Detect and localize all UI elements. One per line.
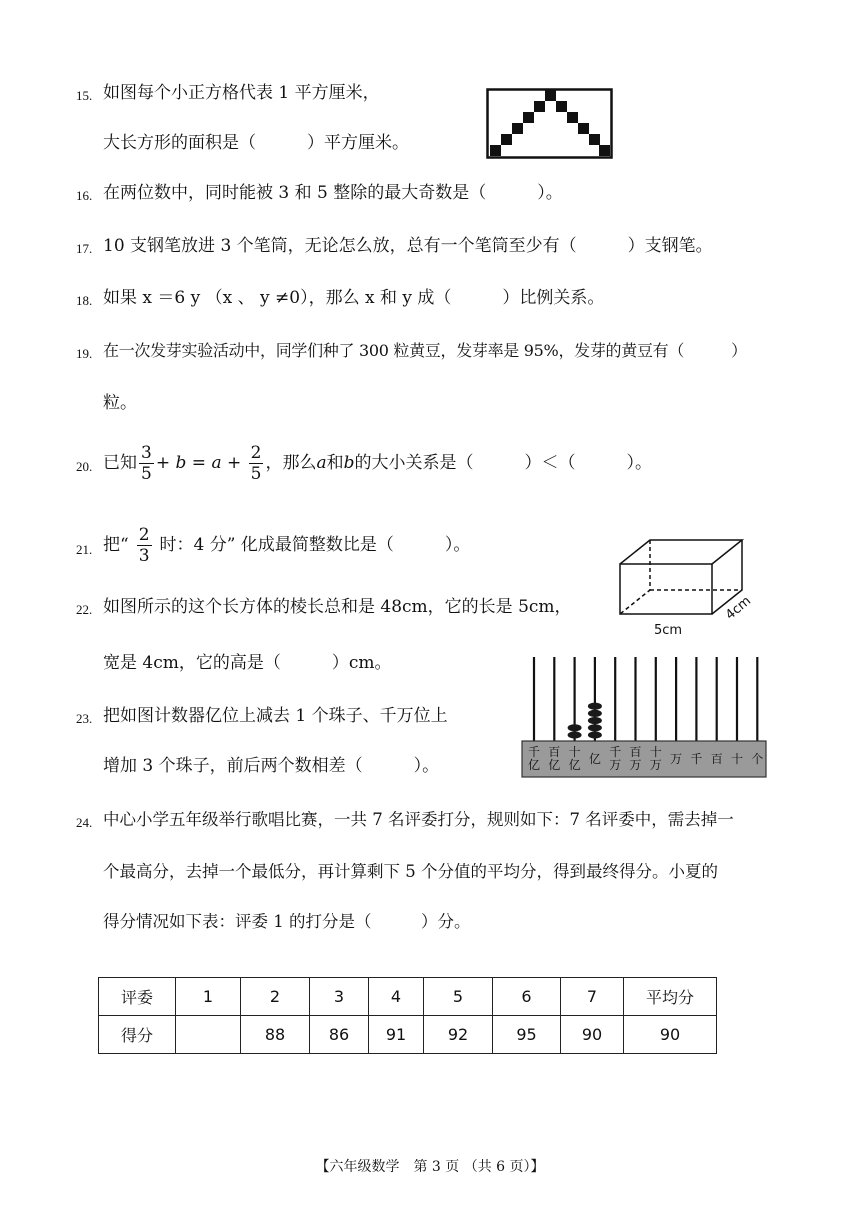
q18-text: 如果 x ＝6 y （x 、 y ≠0），那么 x 和 y 成（ ）比例关系。: [103, 288, 605, 308]
q24-line3: 得分情况如下表：评委 1 的打分是（ ）分。: [103, 912, 471, 931]
q20-text: 已知 $\frac{3}{5}$ + b = a + $\frac{2}{5}$ ，那么a和b的大小关系是（ ）＜（ ）。: [103, 443, 652, 484]
abacus-place-label: 亿: [568, 758, 581, 772]
abacus-place-label: 百: [629, 745, 642, 759]
abacus-place-label: 万: [649, 758, 662, 772]
q19-number: 19.: [76, 346, 93, 361]
abacus-place-label: 个: [751, 752, 764, 766]
abacus-place-label: 十: [568, 745, 581, 759]
abacus-place-label: 百: [548, 745, 561, 759]
q22-line2: 宽是 4cm，它的高是（ ）cm。: [103, 653, 392, 673]
abacus-figure: [520, 655, 770, 780]
cuboid-figure: [612, 536, 762, 640]
table-cell: 90: [561, 1016, 624, 1054]
abacus-place-label: 亿: [588, 752, 601, 766]
q23-number: 23.: [76, 711, 93, 726]
abacus-place-label: 万: [670, 752, 683, 766]
table-cell: 2: [241, 978, 310, 1016]
table-header-row: [99, 978, 717, 1016]
q15-line1: 如图每个小正方格代表 1 平方厘米，: [103, 83, 380, 103]
table-cell: 4: [369, 978, 424, 1016]
table-row: [99, 1016, 717, 1054]
q22-number: 22.: [76, 602, 93, 617]
q15-line2: 大长方形的面积是（ ）平方厘米。: [103, 133, 409, 153]
table-cell: 1: [176, 978, 241, 1016]
abacus-bead: [588, 731, 602, 738]
q17-text: 10 支钢笔放进 3 个笔筒，无论怎么放，总有一个笔筒至少有（ ）支钢笔。: [103, 236, 713, 256]
abacus-bead: [588, 717, 602, 724]
q21-fraction: $\frac{2}{3}$: [138, 525, 150, 566]
abacus-place-label: 十: [730, 752, 744, 766]
table-cell: [176, 1016, 241, 1054]
abacus-bead: [568, 724, 582, 731]
q20-pre: 已知: [103, 453, 137, 473]
abacus-place-label: 十: [649, 745, 662, 759]
abacus-place-label: 千: [609, 745, 622, 759]
q23-line2: 增加 3 个珠子，前后两个数相差（ ）。: [103, 756, 440, 776]
page-footer: 【六年级数学 第 3 页 （共 6 页）】: [315, 1159, 545, 1175]
q15-number: 15.: [76, 88, 93, 103]
q24-number: 24.: [76, 815, 93, 830]
grid-staircase-figure: [486, 88, 614, 160]
score-table: [98, 977, 717, 1054]
table-cell: 5: [424, 978, 493, 1016]
q21-text: 把“ $\frac{2}{3}$ 时：4 分” 化成最简整数比是（ ）。: [103, 525, 471, 566]
q16-number: 16.: [76, 188, 93, 203]
table-cell: 95: [493, 1016, 561, 1054]
abacus-place-label: 亿: [548, 758, 561, 772]
q20-fraction-1: $\frac{3}{5}$: [141, 443, 152, 484]
q21-number: 21.: [76, 542, 93, 557]
table-cell: 90: [624, 1016, 717, 1054]
table-cell: 6: [493, 978, 561, 1016]
table-cell: 88: [241, 1016, 310, 1054]
table-cell: 得分: [99, 1016, 176, 1054]
table-cell: 平均分: [624, 978, 717, 1016]
abacus-bead: [588, 724, 602, 731]
table-cell: 91: [369, 1016, 424, 1054]
table-cell: 86: [310, 1016, 369, 1054]
q23-line1: 把如图计数器亿位上减去 1 个珠子、千万位上: [103, 706, 448, 726]
abacus-place-label: 万: [609, 758, 622, 772]
q24-line2: 个最高分，去掉一个最低分，再计算剩下 5 个分值的平均分，得到最终得分。小夏的: [103, 862, 718, 881]
q19-line2: 粒。: [103, 393, 137, 413]
table-cell: 评委: [99, 978, 176, 1016]
q16-text: 在两位数中，同时能被 3 和 5 整除的最大奇数是（ ）。: [103, 183, 563, 203]
q18-number: 18.: [76, 293, 93, 308]
abacus-place-label: 百: [710, 752, 723, 766]
table-cell: 7: [561, 978, 624, 1016]
q20-fraction-2: $\frac{2}{5}$: [250, 443, 262, 484]
abacus-bead: [588, 710, 602, 717]
q24-line1: 中心小学五年级举行歌唱比赛，一共 7 名评委打分，规则如下：7 名评委中，需去掉一: [103, 810, 734, 829]
abacus-place-label: 千: [690, 752, 703, 766]
q19-line1: 在一次发芽实验活动中，同学们种了 300 粒黄豆，发芽率是 95%，发芽的黄豆有（ ）: [103, 341, 747, 360]
table-cell: 92: [424, 1016, 493, 1054]
cuboid-length-label: 5cm: [654, 623, 683, 638]
abacus-bead: [588, 703, 602, 710]
q17-number: 17.: [76, 241, 93, 256]
abacus-place-label: 千: [527, 745, 541, 759]
abacus-place-label: 亿: [527, 758, 541, 772]
abacus-place-label: 万: [629, 758, 642, 772]
table-cell: 3: [310, 978, 369, 1016]
abacus-bead: [568, 731, 582, 738]
q22-line1: 如图所示的这个长方体的棱长总和是 48cm，它的长是 5cm，: [103, 597, 572, 617]
cuboid-width-label: 4cm: [722, 593, 755, 624]
q20-number: 20.: [76, 459, 93, 474]
